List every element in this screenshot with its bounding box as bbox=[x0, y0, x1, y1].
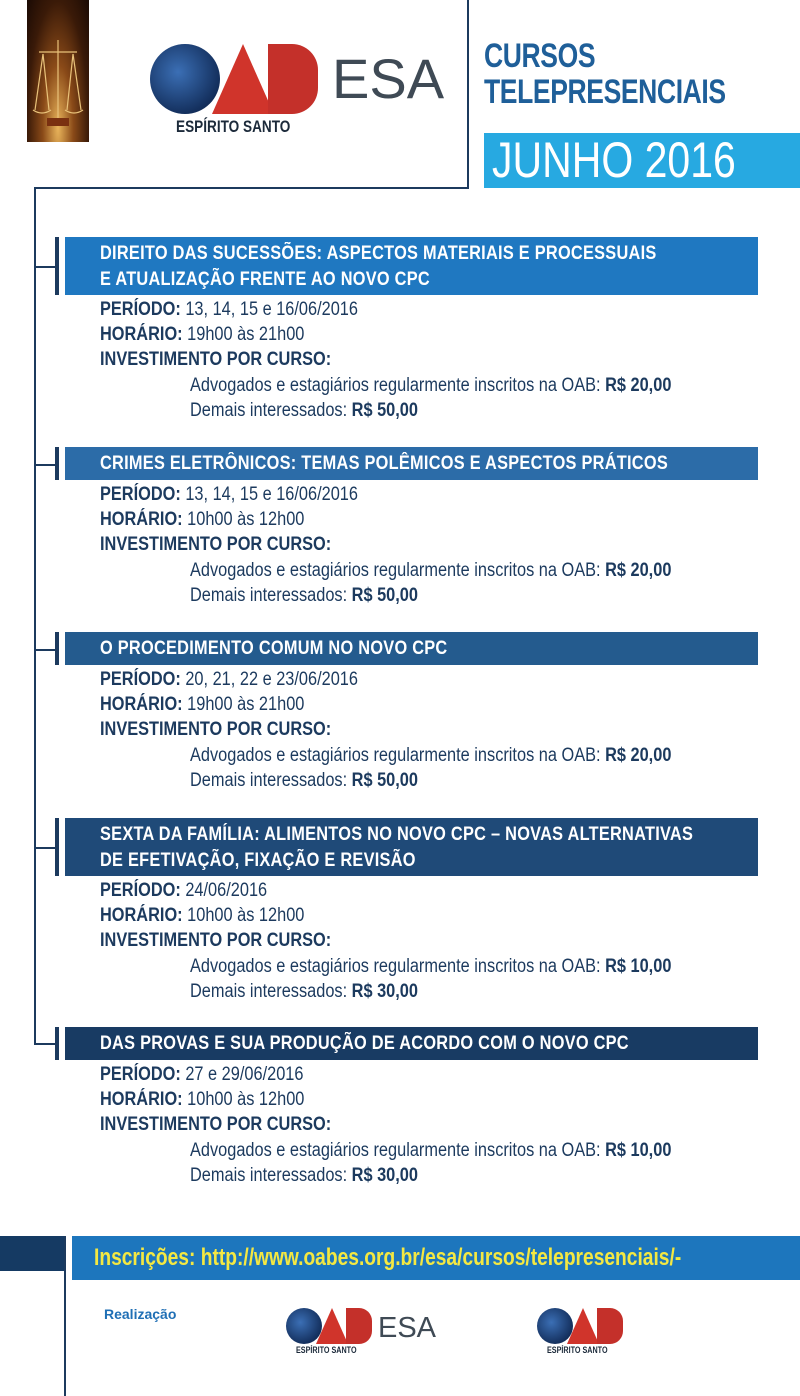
period-row bbox=[100, 667, 358, 692]
schedule-value: 10h00 às 12h00 bbox=[187, 1089, 305, 1110]
lawyers-label: Advogados e estagiários regularmente inscritos na OAB: bbox=[190, 956, 601, 977]
investment-row bbox=[100, 532, 331, 557]
investment-label: INVESTIMENTO POR CURSO: bbox=[100, 534, 332, 555]
investment-label: INVESTIMENTO POR CURSO: bbox=[100, 930, 332, 951]
course-title-bar bbox=[65, 447, 758, 480]
lawyers-label: Advogados e estagiários regularmente inscritos na OAB: bbox=[190, 375, 601, 396]
footer-left-block bbox=[0, 1236, 65, 1271]
section-marker bbox=[55, 237, 59, 295]
period-label: PERÍODO: bbox=[100, 299, 181, 320]
price-lawyers-row bbox=[190, 743, 671, 768]
investment-row bbox=[100, 928, 331, 953]
course-title-line1: DAS PROVAS E SUA PRODUÇÃO DE ACORDO COM O NOVO CPC bbox=[100, 1033, 629, 1054]
period-row bbox=[100, 878, 267, 903]
schedule-row bbox=[100, 692, 304, 717]
others-label: Demais interessados: bbox=[190, 981, 348, 1002]
lawyers-label: Advogados e estagiários regularmente inscritos na OAB: bbox=[190, 745, 601, 766]
frame-line bbox=[467, 0, 469, 189]
logo-b-shape bbox=[597, 1308, 623, 1344]
section-marker bbox=[55, 632, 59, 665]
section-marker bbox=[55, 1027, 59, 1060]
schedule-value: 10h00 às 12h00 bbox=[187, 905, 305, 926]
course-title-bar bbox=[65, 818, 758, 876]
oab-esa-logo bbox=[150, 42, 460, 137]
course-title-bar bbox=[65, 237, 758, 295]
logo-b-shape bbox=[346, 1308, 372, 1344]
month-banner bbox=[484, 133, 800, 188]
schedule-row bbox=[100, 507, 304, 532]
espirito-santo-text: ESPÍRITO SANTO bbox=[296, 1345, 357, 1355]
section-tick bbox=[35, 266, 55, 268]
section-tick bbox=[35, 847, 55, 849]
others-label: Demais interessados: bbox=[190, 585, 348, 606]
schedule-label: HORÁRIO: bbox=[100, 694, 183, 715]
schedule-label: HORÁRIO: bbox=[100, 509, 183, 530]
footer-line bbox=[64, 1236, 66, 1396]
price-others: R$ 50,00 bbox=[351, 770, 418, 791]
price-others-row bbox=[190, 768, 418, 793]
lawyers-label: Advogados e estagiários regularmente inscritos na OAB: bbox=[190, 560, 601, 581]
section-tick bbox=[35, 1043, 55, 1045]
price-others-row bbox=[190, 1163, 418, 1188]
course-title-line1: SEXTA DA FAMÍLIA: ALIMENTOS NO NOVO CPC – NOVAS ALTERNATIVAS bbox=[100, 824, 694, 845]
logo-a-shape bbox=[316, 1308, 348, 1344]
schedule-label: HORÁRIO: bbox=[100, 324, 183, 345]
period-label: PERÍODO: bbox=[100, 484, 181, 505]
globe-icon bbox=[150, 44, 220, 114]
section-tick bbox=[35, 464, 55, 466]
schedule-row bbox=[100, 903, 304, 928]
price-lawyers-row bbox=[190, 954, 671, 979]
schedule-value: 19h00 às 21h00 bbox=[187, 324, 305, 345]
oab-footer-logo bbox=[537, 1308, 637, 1358]
page-title-line1: CURSOS bbox=[484, 37, 596, 75]
period-row bbox=[100, 1062, 303, 1087]
espirito-santo-text: ESPÍRITO SANTO bbox=[176, 117, 291, 136]
others-label: Demais interessados: bbox=[190, 1165, 348, 1186]
course-title-line2: E ATUALIZAÇÃO FRENTE AO NOVO CPC bbox=[100, 269, 430, 290]
schedule-value: 10h00 às 12h00 bbox=[187, 509, 305, 530]
month-label: JUNHO 2016 bbox=[492, 132, 736, 188]
period-label: PERÍODO: bbox=[100, 880, 181, 901]
scales-of-justice-image bbox=[27, 0, 89, 142]
period-value: 13, 14, 15 e 16/06/2016 bbox=[185, 299, 358, 320]
investment-row bbox=[100, 347, 331, 372]
schedule-label: HORÁRIO: bbox=[100, 1089, 183, 1110]
price-lawyers-row bbox=[190, 558, 671, 583]
price-lawyers: R$ 10,00 bbox=[605, 956, 672, 977]
section-tick bbox=[35, 649, 55, 651]
period-value: 24/06/2016 bbox=[185, 880, 268, 901]
price-lawyers: R$ 20,00 bbox=[605, 560, 672, 581]
period-row bbox=[100, 297, 358, 322]
registration-link[interactable]: Inscrições: http://www.oabes.org.br/esa/cursos/telepresenciais/- bbox=[94, 1244, 682, 1271]
lawyers-label: Advogados e estagiários regularmente inscritos na OAB: bbox=[190, 1140, 601, 1161]
frame-line bbox=[34, 187, 469, 189]
course-title-line2: DE EFETIVAÇÃO, FIXAÇÃO E REVISÃO bbox=[100, 850, 416, 871]
espirito-santo-text: ESPÍRITO SANTO bbox=[547, 1345, 608, 1355]
period-row bbox=[100, 482, 358, 507]
price-lawyers: R$ 20,00 bbox=[605, 745, 672, 766]
period-label: PERÍODO: bbox=[100, 669, 181, 690]
period-value: 27 e 29/06/2016 bbox=[185, 1064, 304, 1085]
schedule-row bbox=[100, 322, 304, 347]
price-others-row bbox=[190, 583, 418, 608]
others-label: Demais interessados: bbox=[190, 400, 348, 421]
logo-b-shape bbox=[268, 44, 318, 114]
price-lawyers: R$ 20,00 bbox=[605, 375, 672, 396]
registration-banner[interactable] bbox=[72, 1236, 800, 1280]
logo-a-shape bbox=[567, 1308, 599, 1344]
price-others: R$ 50,00 bbox=[351, 585, 418, 606]
esa-text: ESA bbox=[332, 47, 445, 110]
price-lawyers-row bbox=[190, 1138, 671, 1163]
investment-label: INVESTIMENTO POR CURSO: bbox=[100, 1114, 332, 1135]
logo-a-shape bbox=[212, 44, 274, 114]
investment-row bbox=[100, 717, 331, 742]
section-marker bbox=[55, 447, 59, 480]
price-others: R$ 50,00 bbox=[351, 400, 418, 421]
course-title-bar bbox=[65, 1027, 758, 1060]
course-title-line1: O PROCEDIMENTO COMUM NO NOVO CPC bbox=[100, 638, 448, 659]
period-value: 13, 14, 15 e 16/06/2016 bbox=[185, 484, 358, 505]
period-value: 20, 21, 22 e 23/06/2016 bbox=[185, 669, 358, 690]
schedule-label: HORÁRIO: bbox=[100, 905, 183, 926]
schedule-row bbox=[100, 1087, 304, 1112]
price-others: R$ 30,00 bbox=[351, 981, 418, 1002]
others-label: Demais interessados: bbox=[190, 770, 348, 791]
price-others-row bbox=[190, 398, 418, 423]
price-others: R$ 30,00 bbox=[351, 1165, 418, 1186]
schedule-value: 19h00 às 21h00 bbox=[187, 694, 305, 715]
course-title-bar bbox=[65, 632, 758, 665]
price-lawyers-row bbox=[190, 373, 671, 398]
investment-label: INVESTIMENTO POR CURSO: bbox=[100, 719, 332, 740]
course-title-line1: DIREITO DAS SUCESSÕES: ASPECTOS MATERIAIS E PROCESSUAIS bbox=[100, 243, 657, 264]
period-label: PERÍODO: bbox=[100, 1064, 181, 1085]
section-marker bbox=[55, 818, 59, 876]
esa-text: ESA bbox=[378, 1312, 437, 1344]
realization-label: Realização bbox=[104, 1306, 177, 1322]
timeline-line bbox=[34, 187, 36, 1045]
price-others-row bbox=[190, 979, 418, 1004]
course-title-line1: CRIMES ELETRÔNICOS: TEMAS POLÊMICOS E ASPECTOS PRÁTICOS bbox=[100, 453, 668, 474]
investment-row bbox=[100, 1112, 331, 1137]
oab-esa-footer-logo bbox=[286, 1308, 446, 1358]
page-title-line2: TELEPRESENCIAIS bbox=[484, 73, 726, 111]
price-lawyers: R$ 10,00 bbox=[605, 1140, 672, 1161]
investment-label: INVESTIMENTO POR CURSO: bbox=[100, 349, 332, 370]
